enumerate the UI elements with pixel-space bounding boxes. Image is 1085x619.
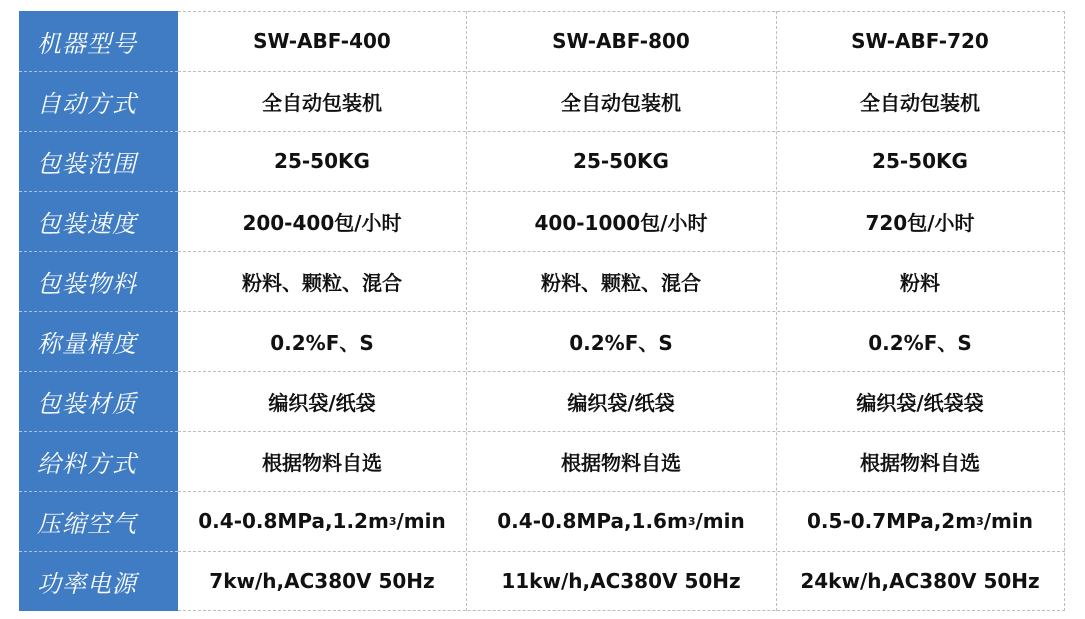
air-1 (178, 491, 466, 551)
accuracy-2: 0.2%F、S (569, 330, 673, 355)
material-2: 粉料、颗粒、混合 (541, 270, 701, 295)
label-model: 机器型号 (37, 29, 137, 58)
range-1: 25-50KG (274, 149, 370, 173)
label-material: 包装物料 (37, 269, 137, 298)
air-2 (466, 491, 776, 551)
superscript: 3 (388, 514, 397, 528)
speed-3: 720包/小时 (865, 210, 975, 235)
bag-3: 编织袋/纸袋袋 (856, 390, 984, 415)
air-3 (776, 491, 1064, 551)
bag-2: 编织袋/纸袋 (567, 390, 675, 415)
air-unit: /min (396, 509, 446, 533)
material-1: 粉料、颗粒、混合 (242, 270, 402, 295)
accuracy-1: 0.2%F、S (270, 330, 374, 355)
feed-3: 根据物料自选 (860, 450, 980, 475)
power-3: 24kw/h,AC380V 50Hz (800, 569, 1040, 593)
power-1: 7kw/h,AC380V 50Hz (209, 569, 435, 593)
air-unit: /min (983, 509, 1033, 533)
speed-1: 200-400包/小时 (242, 210, 402, 235)
mode-2: 全自动包装机 (561, 90, 681, 115)
range-3: 25-50KG (872, 149, 968, 173)
label-range: 包装范围 (37, 149, 137, 178)
speed-2: 400-1000包/小时 (534, 210, 708, 235)
label-power: 功率电源 (37, 569, 137, 598)
superscript: 3 (976, 514, 984, 528)
label-bag: 包装材质 (37, 389, 137, 418)
material-3: 粉料 (900, 270, 940, 295)
air-value: 0.4-0.8MPa,1.6m (497, 509, 688, 533)
bag-1: 编织袋/纸袋 (268, 390, 376, 415)
label-mode: 自动方式 (37, 89, 137, 118)
model-3: SW-ABF-720 (851, 29, 989, 53)
air-unit: /min (695, 509, 745, 533)
label-air: 压缩空气 (37, 509, 137, 538)
feed-2: 根据物料自选 (561, 450, 681, 475)
superscript: 3 (687, 514, 696, 528)
model-2: SW-ABF-800 (552, 29, 690, 53)
accuracy-3: 0.2%F、S (868, 330, 972, 355)
model-1: SW-ABF-400 (253, 29, 391, 53)
air-value: 0.5-0.7MPa,2m (807, 509, 977, 533)
power-2: 11kw/h,AC380V 50Hz (501, 569, 741, 593)
label-feed: 给料方式 (37, 449, 137, 478)
mode-3: 全自动包装机 (860, 90, 980, 115)
air-value: 0.4-0.8MPa,1.2m (198, 509, 389, 533)
label-accuracy: 称量精度 (37, 329, 137, 358)
range-2: 25-50KG (573, 149, 669, 173)
column-divider (1064, 11, 1065, 611)
feed-1: 根据物料自选 (262, 450, 382, 475)
mode-1: 全自动包装机 (262, 90, 382, 115)
label-speed: 包装速度 (37, 209, 137, 238)
label-column (19, 11, 178, 611)
